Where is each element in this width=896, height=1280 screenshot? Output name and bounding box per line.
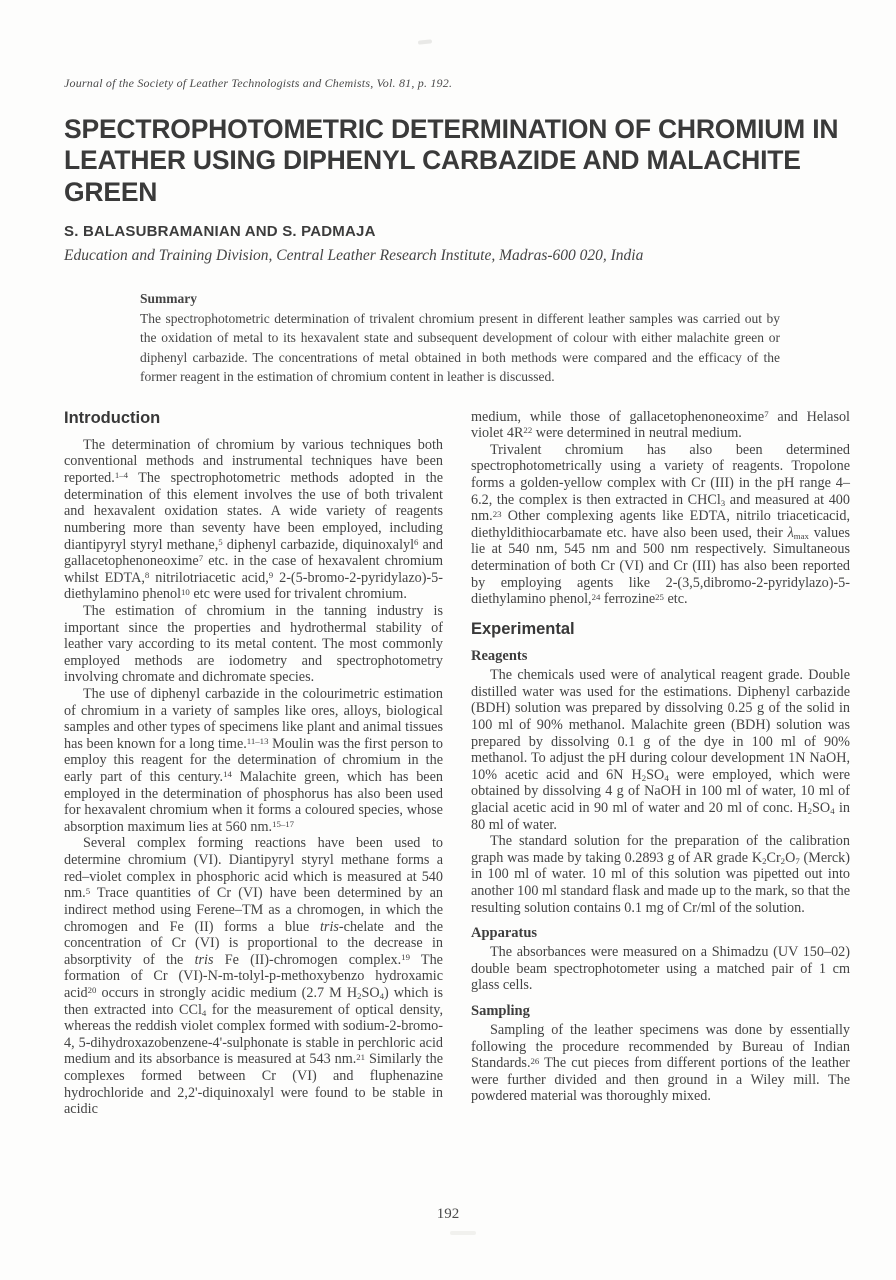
summary-block: [140, 291, 780, 387]
summary-heading: Summary: [140, 290, 197, 306]
paragraph: The estimation of chromium in the tanning industry is important since the properties and hydrothermal stability of leather vary according to its metal content. The most commonly employed methods are iodometry and spectrophotometry involving chromate and dichromate species.: [64, 602, 443, 686]
affiliation: Education and Training Division, Central Leather Research Institute, Madras-600 020, India: [64, 246, 644, 264]
paper-title-line-1: SPECTROPHOTOMETRIC DETERMINATION OF CHROMIUM IN: [64, 114, 839, 144]
paragraph: The use of diphenyl carbazide in the colourimetric estimation of chromium in a variety of samples like ores, alloys, biological samples and other types of specimens like plant and animal tissues has been known for a long time.$^{11-13}$ Moulin was the first person to employ this reagent for the determination of chromium in the early part of this century.$^{14}$ Malachite green, which has been employed in the determination of phosphorus has also been used for hexavalent chromium when it forms a coloured species, whose absorption maximum lies at 560 nm.$^{15-17}$: [64, 685, 444, 835]
paper-title: [64, 114, 850, 208]
paragraph: The determination of chromium by various techniques both conventional methods and instrumental techniques have been reported.$^{1-4}$ The spectrophotometric methods adopted in the determination of this element involves the use of both trivalent and hexavalent oxidation states. A wide variety of reagents numbering more than seventy have been employed, including diantipyryl styryl methane,$^5$ diphenyl carbazide, diquinoxalyl$^6$ and gallacetophenoneoxime$^7$ etc. in the case of hexavalent chromium whilst EDTA,$^8$ nitrilotriacetic acid,$^9$ 2-(5-bromo-2-pyridylazo)-5-diethylamino phenol$^{10}$ etc were used for trivalent chromium.: [64, 436, 443, 603]
authors: S. BALASUBRAMANIAN AND S. PADMAJA: [64, 222, 376, 240]
subsection-heading-apparatus: Apparatus: [471, 925, 538, 942]
page-number: 192: [436, 1206, 460, 1222]
subsection-heading-sampling: Sampling: [471, 1003, 530, 1020]
two-column-layout: [64, 409, 850, 1118]
paragraph: Several complex forming reactions have been used to determine chromium (VI). Diantipyryl styryl methane forms a red–violet complex in phosphoric acid which is measured at 540 nm.$^5$ Trace quantities of Cr (VI) have been determined by an indirect method using Ferene–TM as a chromogen, in which the chromogen and Fe (II) forms a blue tris-chelate and the concentration of Cr (VI) is proportional to the decrease in absorptivity of the tris Fe (II)-chromogen complex.$^{19}$ The formation of Cr (VI)-N-m-tolyl-p-methoxybenzo hydroxamic acid$^{20}$ occurs in strongly acidic medium (2.7 M $H_2SO_4$) which is then extracted into CCl$_4$ for the measurement of optical density, whereas the reddish violet complex formed with sodium-2-bromo-4, 5-dihydroxazobenzene-4'-sulphonate is stable in perchloric acid medium and its absorbance is measured at 543 nm.$^{21}$ Similarly the complexes formed between Cr (VI) and fluphenazine hydrochloride and 2,2'-diquinoxalyl were found to be stable in acidic: [64, 835, 443, 1118]
paragraph: The standard solution for the preparation of the calibration graph was made by taking 0.2893 g of AR grade $K_2Cr_2O_7$ (Merck) in 100 ml of water. 10 ml of this solution was pipetted out into another 100 ml standard flask and made up to the mark, so that the resulting solution contains 0.1 mg of Cr/ml of the solution.: [471, 833, 850, 916]
paragraph: medium, while those of gallacetophenoneoxime$^7$ and Helasol violet $4R^{22}$ were determined in neutral medium.: [471, 408, 851, 442]
summary-body: The spectrophotometric determination of trivalent chromium present in different leather samples was carried out by the oxidation of metal to its hexavalent state and subsequent development of colour with either malachite green or diphenyl carbazide. The concentrations of metal obtained in both methods were compared and the efficacy of the former reagent in the estimation of chromium content in leather is discussed.: [140, 310, 780, 385]
section-heading-experimental: Experimental: [471, 619, 575, 638]
section-heading-introduction: Introduction: [64, 408, 161, 427]
column-left: [64, 409, 443, 1118]
scan-artifact: [418, 39, 432, 44]
subsection-heading-reagents: Reagents: [471, 648, 528, 665]
column-right: [471, 409, 850, 1118]
paragraph: The chemicals used were of analytical reagent grade. Double distilled water was used for the estimations. Diphenyl carbazide (BDH) solution was prepared by dissolving 0.25 g of the solid in 100 ml of 90% methanol. Malachite green (BDH) solution was prepared by dissolving 0.1 g of the dye in 100 ml of 90% methanol. To adjust the pH during colour development 1N NaOH, 10% acetic acid and 6N $H_2SO_4$ were employed, which were obtained by dissolving 4 g of NaOH in 100 ml of water, 10 ml of glacial acetic acid in 90 ml of water and 20 ml of conc. $H_2SO_4$ in 80 ml of water.: [471, 667, 850, 833]
scan-artifact: [450, 1231, 476, 1235]
paragraph: The absorbances were measured on a Shimadzu (UV 150–02) double beam spectrophotometer using a matched pair of 1 cm glass cells.: [471, 944, 850, 994]
paper-title-line-3: GREEN: [64, 176, 158, 207]
paragraph: Trivalent chromium has also been determined spectrophotometrically using a variety of reagents. Tropolone forms a golden-yellow complex with Cr (III) in the pH range 4–6.2, the complex is then extracted in CHCl$_3$ and measured at 400 nm.$^{23}$ Other complexing agents like EDTA, nitrilo triaceticacid, diethyldithiocarbamate etc. have also been used, their $\lambda_{max}$ values lie at 540 nm, 545 nm and 500 nm respectively. Simultaneous determination of both Cr (VI) and Cr (III) has also been reported by employing agents like 2-(3,5,dibromo-2-pyridylazo)-5-diethylamino phenol,$^{24}$ ferrozine$^{25}$ etc.: [471, 441, 851, 608]
paper-title-line-2: LEATHER USING DIPHENYL CARBAZIDE AND MALACHITE: [64, 145, 801, 176]
journal-line: Journal of the Society of Leather Technologists and Chemists, Vol. 81, p. 192.: [64, 76, 453, 90]
paragraph: Sampling of the leather specimens was done by essentially following the procedure recommended by Bureau of Indian Standards.$^{26}$ The cut pieces from different portions of the leather were further divided and then ground in a Wiley mill. The powdered material was thoroughly mixed.: [471, 1021, 850, 1105]
